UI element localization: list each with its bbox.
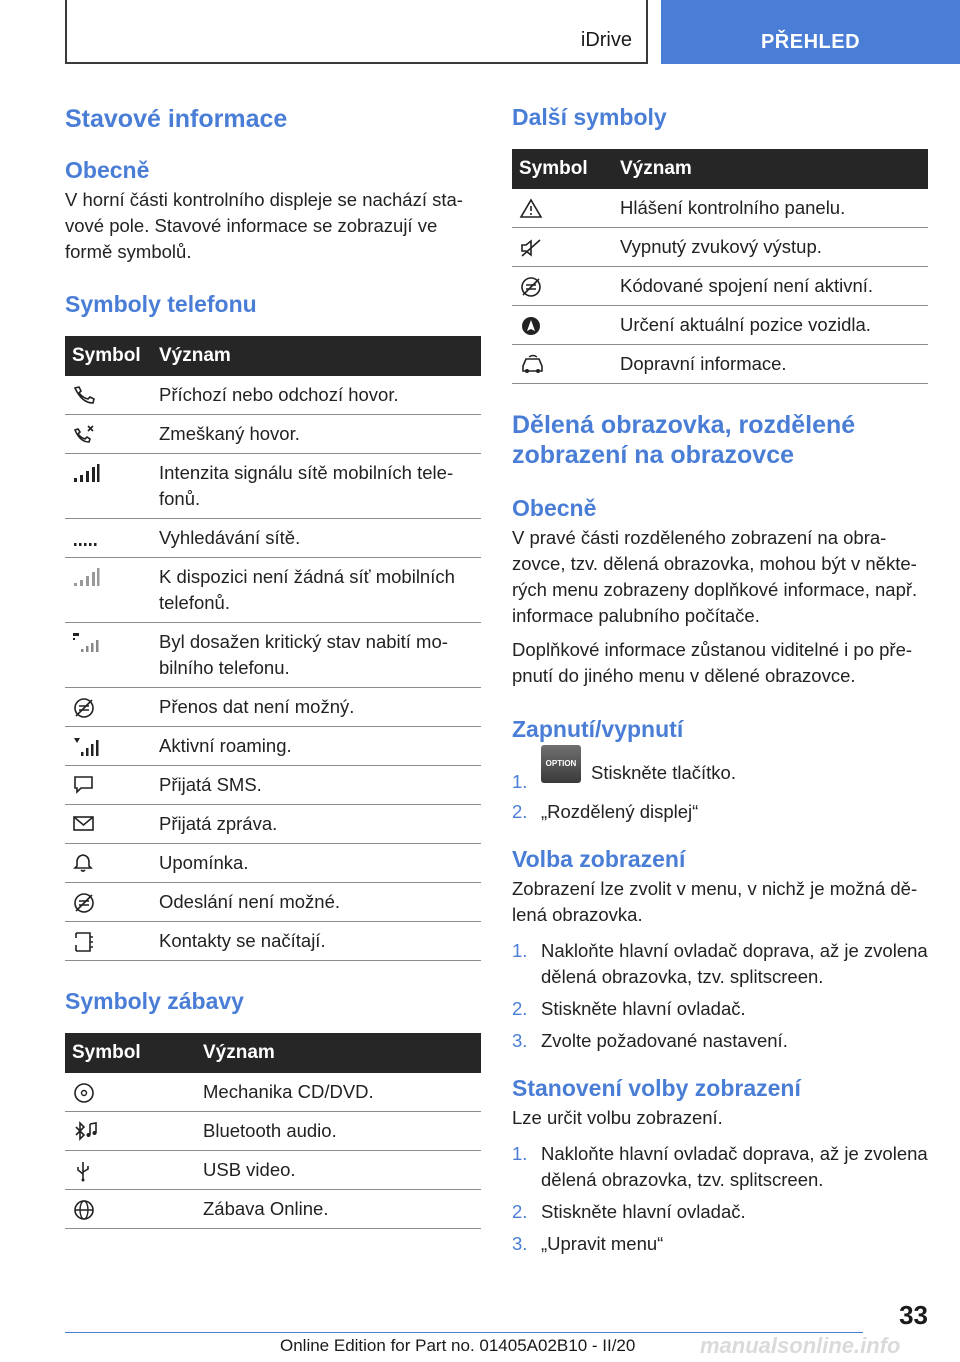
table-cell-meaning: K dispozici není žádná síť mobilních telefonů.: [152, 558, 481, 623]
split-general-heading: Obecně: [512, 495, 597, 521]
table-row: [512, 228, 928, 267]
warning-triangle-icon: [519, 198, 543, 220]
split-screen-heading: Dělená obrazovka, rozdělené zobrazení na obrazovce: [512, 411, 856, 469]
select-heading: Volba zobrazení: [512, 846, 686, 872]
table-row: [65, 922, 481, 961]
encrypted-connection-icon: [519, 276, 543, 298]
step-text: Nakloňte hlavní ovladač doprava, až je zvolena dělená obrazovka, tzv. splitscreen.: [541, 1143, 928, 1190]
reminder-bell-icon: [72, 853, 96, 873]
list-item: [512, 755, 928, 793]
define-heading: Stanovení volby zobrazení: [512, 1075, 801, 1101]
entertainment-symbols-table: [65, 1033, 481, 1229]
table-cell-meaning: Dopravní informace.: [613, 345, 928, 384]
table-row: [65, 1190, 481, 1229]
table-cell-meaning: Zábava Online.: [196, 1190, 481, 1229]
table-row: [65, 688, 481, 727]
send-disabled-icon: [72, 892, 96, 914]
data-disabled-icon: [72, 697, 96, 719]
bluetooth-audio-icon: [72, 1121, 98, 1143]
onoff-steps: [512, 755, 928, 825]
table-row: [512, 345, 928, 384]
network-search-icon: [72, 528, 100, 548]
table-cell-meaning: Vyhledávání sítě.: [152, 519, 481, 558]
table-row: [512, 267, 928, 306]
list-item: [512, 1141, 928, 1193]
cd-dvd-icon: [72, 1082, 96, 1104]
table-row: [65, 519, 481, 558]
table-cell-meaning: Vypnutý zvukový výstup.: [613, 228, 928, 267]
contacts-loading-icon: [72, 931, 96, 953]
missed-call-icon: [72, 424, 96, 444]
traffic-info-icon: [519, 354, 547, 376]
column-header-symbol: Symbol: [512, 149, 613, 189]
header-section-title: iDrive: [580, 29, 632, 51]
table-cell-meaning: Určení aktuální pozice vozidla.: [613, 306, 928, 345]
phone-symbols-table: [65, 336, 481, 961]
general-text: V horní části kontrolního displeje se nachází sta‐vové pole. Stavové informace se zobrazují ve formě symbolů.: [65, 189, 463, 262]
column-header-symbol: Symbol: [65, 336, 152, 376]
table-row: [65, 805, 481, 844]
step-text: „Upravit menu“: [541, 1233, 664, 1254]
table-cell-meaning: Příchozí nebo odchozí hovor.: [152, 376, 481, 415]
table-cell-meaning: Kontakty se načítají.: [152, 922, 481, 961]
table-cell-meaning: Zmeškaný hovor.: [152, 415, 481, 454]
other-symbols-heading: Další symboly: [512, 104, 667, 130]
table-cell-meaning: Mechanika CD/DVD.: [196, 1073, 481, 1112]
table-row: [512, 189, 928, 228]
right-column: [512, 103, 928, 1263]
step-number: 1.: [512, 1143, 528, 1164]
table-row: [65, 454, 481, 519]
table-row: [65, 558, 481, 623]
column-header-meaning: Význam: [152, 336, 481, 376]
table-cell-meaning: Intenzita signálu sítě mobilních tele‐fonů.: [152, 454, 481, 519]
list-item: [512, 1199, 928, 1225]
position-icon: [519, 315, 543, 337]
table-cell-meaning: Upomínka.: [152, 844, 481, 883]
table-cell-meaning: Přijatá zpráva.: [152, 805, 481, 844]
table-row: [65, 1151, 481, 1190]
step-number: 1.: [512, 940, 528, 961]
step-number: 2.: [512, 1201, 528, 1222]
table-cell-meaning: USB video.: [196, 1151, 481, 1190]
list-item: [512, 1231, 928, 1257]
watermark: manualsonline.info: [700, 1333, 901, 1358]
table-cell-meaning: Byl dosažen kritický stav nabití mo‐bilního telefonu.: [152, 623, 481, 688]
split-text-2: Doplňkové informace zůstanou viditelné i po pře‐pnutí do jiného menu v dělené obrazovce.: [512, 639, 913, 686]
define-text: Lze určit volbu zobrazení.: [512, 1107, 723, 1128]
list-item: [512, 938, 928, 990]
step-text: Stiskněte tlačítko.: [591, 761, 736, 783]
option-button[interactable]: OPTION: [541, 745, 581, 783]
table-row: [65, 844, 481, 883]
step-text: Stiskněte hlavní ovladač.: [541, 1201, 746, 1222]
table-header-row: [512, 149, 928, 189]
usb-icon: [72, 1160, 96, 1182]
table-cell-meaning: Odeslání není možné.: [152, 883, 481, 922]
table-header-row: [65, 336, 481, 376]
online-entertainment-icon: [72, 1199, 96, 1221]
table-row: [65, 376, 481, 415]
step-text: Stiskněte hlavní ovladač.: [541, 998, 746, 1019]
phone-handset-icon: [72, 385, 96, 405]
table-row: [65, 766, 481, 805]
table-cell-meaning: Přenos dat není možný.: [152, 688, 481, 727]
column-header-meaning: Význam: [196, 1033, 481, 1073]
header-section-box: [65, 0, 648, 64]
onoff-heading: Zapnutí/vypnutí: [512, 716, 684, 742]
split-text-1: V pravé části rozděleného zobrazení na obra‐zovce, tzv. dělená obrazovka, mohou být v někte‐rých menu zobrazeny doplňkové informace, např. informace palubního počítače.: [512, 527, 918, 626]
select-steps: [512, 938, 928, 1054]
email-icon: [72, 814, 96, 834]
general-heading: Obecně: [65, 157, 150, 183]
define-steps: [512, 1141, 928, 1257]
step-text: Zvolte požadované nastavení.: [541, 1030, 788, 1051]
step-number: 1.: [512, 771, 528, 792]
table-row: [65, 415, 481, 454]
table-cell-meaning: Bluetooth audio.: [196, 1112, 481, 1151]
table-row: [65, 1073, 481, 1112]
list-item: [512, 1028, 928, 1054]
list-item: [512, 799, 928, 825]
table-cell-meaning: Přijatá SMS.: [152, 766, 481, 805]
table-header-row: [65, 1033, 481, 1073]
select-text: Zobrazení lze zvolit v menu, v nichž je možná dě‐lená obrazovka.: [512, 878, 918, 925]
table-cell-meaning: Hlášení kontrolního panelu.: [613, 189, 928, 228]
table-row: [512, 306, 928, 345]
no-network-icon: [72, 567, 100, 587]
column-header-symbol: Symbol: [65, 1033, 196, 1073]
step-text: „Rozdělený displej“: [541, 801, 699, 822]
roaming-icon: [72, 736, 100, 758]
header-chapter-title: PŘEHLED: [760, 31, 861, 53]
table-cell-meaning: Kódované spojení není aktivní.: [613, 267, 928, 306]
step-text: Nakloňte hlavní ovladač doprava, až je zvolena dělená obrazovka, tzv. splitscreen.: [541, 940, 928, 987]
phone-symbols-heading: Symboly telefonu: [65, 291, 257, 317]
sms-icon: [72, 775, 96, 795]
table-cell-meaning: Aktivní roaming.: [152, 727, 481, 766]
speaker-muted-icon: [519, 237, 543, 259]
step-number: 2.: [512, 801, 528, 822]
page-title: Stavové informace: [65, 105, 288, 133]
table-row: [65, 623, 481, 688]
column-header-meaning: Význam: [613, 149, 928, 189]
step-number: 3.: [512, 1233, 528, 1254]
step-number: 3.: [512, 1030, 528, 1051]
footer-edition: Online Edition for Part no. 01405A02B10 - II/20: [280, 1336, 636, 1355]
signal-strength-icon: [72, 463, 100, 483]
table-row: [65, 727, 481, 766]
list-item: [512, 996, 928, 1022]
step-number: 2.: [512, 998, 528, 1019]
other-symbols-table: [512, 149, 928, 384]
page-number: 33: [899, 1300, 928, 1330]
battery-critical-icon: [72, 632, 100, 654]
header-chapter-box: [661, 0, 960, 64]
left-column: [65, 104, 481, 1229]
entertainment-symbols-heading: Symboly zábavy: [65, 988, 244, 1014]
table-row: [65, 883, 481, 922]
table-row: [65, 1112, 481, 1151]
